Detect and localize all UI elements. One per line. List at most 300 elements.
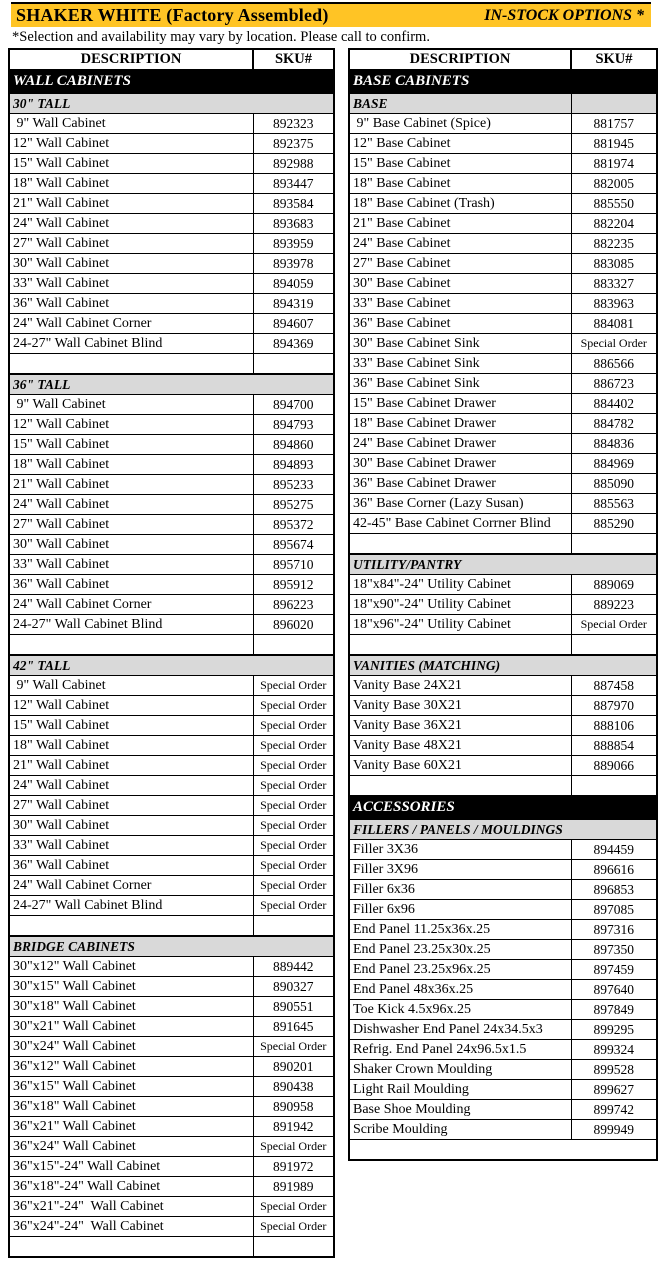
sku-cell: 883327 — [571, 274, 657, 294]
description-cell: 36" Wall Cabinet — [9, 575, 253, 595]
table-row — [9, 274, 334, 294]
table-row — [9, 595, 334, 615]
description-cell: 18" Base Cabinet Drawer — [349, 414, 571, 434]
description-cell: 30" Wall Cabinet — [9, 254, 253, 274]
table-row — [349, 696, 657, 716]
description-cell: 24-27" Wall Cabinet Blind — [9, 896, 253, 916]
description-cell: 24-27" Wall Cabinet Blind — [9, 334, 253, 354]
description-cell — [349, 534, 571, 555]
table-row — [349, 840, 657, 860]
section-header-row — [349, 70, 657, 93]
sku-cell: 896020 — [253, 615, 334, 635]
sku-cell: 893978 — [253, 254, 334, 274]
sku-cell: 884836 — [571, 434, 657, 454]
table-row — [9, 1177, 334, 1197]
description-cell: 18" Base Cabinet (Trash) — [349, 194, 571, 214]
table-row — [349, 575, 657, 595]
table-row — [9, 997, 334, 1017]
sku-cell: Special Order — [253, 736, 334, 756]
sku-cell: 889223 — [571, 595, 657, 615]
description-cell: 21" Wall Cabinet — [9, 194, 253, 214]
section-header-row — [9, 70, 334, 93]
table-row — [349, 234, 657, 254]
sku-cell: 897316 — [571, 920, 657, 940]
empty-row — [9, 635, 334, 656]
description-cell: 30"x12" Wall Cabinet — [9, 957, 253, 977]
table-row — [349, 314, 657, 334]
sku-cell: Special Order — [571, 334, 657, 354]
description-cell: 18"x84"-24" Utility Cabinet — [349, 575, 571, 595]
description-cell: 36" Base Cabinet Sink — [349, 374, 571, 394]
description-cell — [9, 635, 253, 656]
description-cell: 36"x21"-24" Wall Cabinet — [9, 1197, 253, 1217]
section-header-row — [349, 796, 657, 819]
sku-cell: 892988 — [253, 154, 334, 174]
subsection-empty-cell — [571, 93, 657, 114]
description-cell: 12" Wall Cabinet — [9, 134, 253, 154]
sku-cell — [571, 534, 657, 555]
sku-cell: 897849 — [571, 1000, 657, 1020]
description-cell: Base Shoe Moulding — [349, 1100, 571, 1120]
table-row — [9, 776, 334, 796]
description-cell: 12" Wall Cabinet — [9, 696, 253, 716]
sku-cell: 899295 — [571, 1020, 657, 1040]
description-cell — [349, 1140, 657, 1161]
subsection-header-label: 36" TALL — [9, 374, 334, 395]
sku-cell — [571, 635, 657, 656]
description-cell: 36"x24"-24" Wall Cabinet — [9, 1217, 253, 1237]
description-cell: 36"x24" Wall Cabinet — [9, 1137, 253, 1157]
table-row — [349, 1000, 657, 1020]
table-row — [9, 716, 334, 736]
description-cell: 33" Base Cabinet Sink — [349, 354, 571, 374]
description-cell: 36" Base Cabinet Drawer — [349, 474, 571, 494]
description-cell: 21" Wall Cabinet — [9, 756, 253, 776]
sku-cell: 894793 — [253, 415, 334, 435]
table-row — [9, 696, 334, 716]
table-row — [9, 174, 334, 194]
description-cell: 30"x21" Wall Cabinet — [9, 1017, 253, 1037]
sku-cell: Special Order — [253, 696, 334, 716]
sku-cell: 896223 — [253, 595, 334, 615]
table-row — [349, 154, 657, 174]
description-cell: 24" Wall Cabinet Corner — [9, 876, 253, 896]
subsection-header-row — [9, 936, 334, 957]
description-cell: 15" Wall Cabinet — [9, 154, 253, 174]
description-cell: 15" Wall Cabinet — [9, 435, 253, 455]
description-cell: Dishwasher End Panel 24x34.5x3 — [349, 1020, 571, 1040]
description-cell: Light Rail Moulding — [349, 1080, 571, 1100]
sku-cell: Special Order — [253, 856, 334, 876]
table-row — [9, 876, 334, 896]
table-row — [349, 716, 657, 736]
sku-cell: 890438 — [253, 1077, 334, 1097]
description-cell: 36" Base Cabinet — [349, 314, 571, 334]
description-cell: 24" Wall Cabinet Corner — [9, 595, 253, 615]
sku-cell: 896616 — [571, 860, 657, 880]
description-cell: 18" Wall Cabinet — [9, 736, 253, 756]
base-cabinets-table — [348, 48, 658, 1161]
description-cell: Vanity Base 60X21 — [349, 756, 571, 776]
subsection-header-row — [9, 93, 334, 114]
sku-cell: 884782 — [571, 414, 657, 434]
description-cell: 18"x96"-24" Utility Cabinet — [349, 615, 571, 635]
sku-cell: 882204 — [571, 214, 657, 234]
table-row — [9, 214, 334, 234]
table-row — [349, 174, 657, 194]
description-cell: 24" Wall Cabinet — [9, 776, 253, 796]
description-cell: 36"x15"-24" Wall Cabinet — [9, 1157, 253, 1177]
title-bar — [11, 2, 651, 27]
table-row — [9, 254, 334, 274]
table-row — [9, 1157, 334, 1177]
sku-cell: 886723 — [571, 374, 657, 394]
sku-cell: 887970 — [571, 696, 657, 716]
description-cell: 36"x18" Wall Cabinet — [9, 1097, 253, 1117]
description-cell: 30"x18" Wall Cabinet — [9, 997, 253, 1017]
description-cell: Filler 3X36 — [349, 840, 571, 860]
table-row — [9, 134, 334, 154]
sku-cell: 897459 — [571, 960, 657, 980]
sku-cell: 899528 — [571, 1060, 657, 1080]
table-row — [349, 1080, 657, 1100]
description-cell: 36"x18"-24" Wall Cabinet — [9, 1177, 253, 1197]
description-cell: 30" Wall Cabinet — [9, 816, 253, 836]
description-cell: 36" Wall Cabinet — [9, 294, 253, 314]
description-cell: Vanity Base 24X21 — [349, 676, 571, 696]
table-row — [349, 474, 657, 494]
empty-row — [349, 776, 657, 797]
subsection-header-label: 42" TALL — [9, 655, 334, 676]
table-row — [349, 920, 657, 940]
description-cell: 30"x15" Wall Cabinet — [9, 977, 253, 997]
sku-cell — [253, 635, 334, 656]
table-row — [9, 1217, 334, 1237]
table-row — [9, 515, 334, 535]
table-row — [9, 334, 334, 354]
table-row — [349, 514, 657, 534]
sku-cell: 897085 — [571, 900, 657, 920]
sku-cell: 882235 — [571, 234, 657, 254]
description-cell: 24" Wall Cabinet Corner — [9, 314, 253, 334]
table-row — [349, 615, 657, 635]
table-row — [9, 977, 334, 997]
subsection-header-label: BRIDGE CABINETS — [9, 936, 334, 957]
description-cell — [9, 916, 253, 937]
description-cell — [9, 354, 253, 375]
table-row — [9, 154, 334, 174]
sku-cell: Special Order — [253, 1197, 334, 1217]
table-row — [9, 1017, 334, 1037]
table-row — [349, 294, 657, 314]
description-cell: 36"x12" Wall Cabinet — [9, 1057, 253, 1077]
table-row — [9, 294, 334, 314]
description-cell: 9" Wall Cabinet — [9, 676, 253, 696]
sku-cell: 897350 — [571, 940, 657, 960]
table-row — [9, 575, 334, 595]
table-row — [9, 435, 334, 455]
sku-cell: 885550 — [571, 194, 657, 214]
description-cell: End Panel 23.25x30x.25 — [349, 940, 571, 960]
sku-cell — [571, 776, 657, 797]
description-cell: 27" Base Cabinet — [349, 254, 571, 274]
table-row — [349, 1120, 657, 1140]
table-row — [9, 314, 334, 334]
description-cell: 30"x24" Wall Cabinet — [9, 1037, 253, 1057]
description-cell: 21" Wall Cabinet — [9, 475, 253, 495]
sku-cell — [253, 1237, 334, 1258]
table-row — [9, 1137, 334, 1157]
in-stock-options-label: IN-STOCK OPTIONS * — [484, 6, 644, 24]
sku-cell: 894607 — [253, 314, 334, 334]
description-column-header: DESCRIPTION — [9, 49, 253, 70]
sku-cell: Special Order — [253, 1037, 334, 1057]
sku-cell: 890958 — [253, 1097, 334, 1117]
subsection-header-row — [349, 655, 657, 676]
table-row — [9, 555, 334, 575]
description-cell: 27" Wall Cabinet — [9, 796, 253, 816]
table-row — [9, 495, 334, 515]
sku-cell: 890551 — [253, 997, 334, 1017]
table-row — [349, 454, 657, 474]
empty-row — [9, 916, 334, 937]
sku-cell: 890201 — [253, 1057, 334, 1077]
description-cell: 15" Wall Cabinet — [9, 716, 253, 736]
empty-row — [349, 534, 657, 555]
sku-cell: 894319 — [253, 294, 334, 314]
description-cell: 24" Base Cabinet Drawer — [349, 434, 571, 454]
sku-cell: 894059 — [253, 274, 334, 294]
table-row — [9, 1117, 334, 1137]
description-cell: 18" Wall Cabinet — [9, 174, 253, 194]
sku-cell: 886566 — [571, 354, 657, 374]
description-cell: 36"x21" Wall Cabinet — [9, 1117, 253, 1137]
sku-cell: Special Order — [571, 615, 657, 635]
table-row — [349, 434, 657, 454]
wall-cabinets-column — [8, 48, 333, 1258]
column-header-row — [9, 49, 334, 70]
table-row — [9, 395, 334, 415]
table-row — [349, 980, 657, 1000]
sku-cell: 895674 — [253, 535, 334, 555]
table-row — [349, 900, 657, 920]
description-cell: 33" Wall Cabinet — [9, 274, 253, 294]
sku-cell: 899742 — [571, 1100, 657, 1120]
sku-cell: Special Order — [253, 836, 334, 856]
section-header-label: ACCESSORIES — [349, 796, 657, 819]
description-cell: Vanity Base 36X21 — [349, 716, 571, 736]
sku-cell: 894369 — [253, 334, 334, 354]
description-cell: End Panel 48x36x.25 — [349, 980, 571, 1000]
empty-row — [349, 1140, 657, 1161]
sku-column-header: SKU# — [253, 49, 334, 70]
description-cell: 12" Base Cabinet — [349, 134, 571, 154]
sku-cell: 883963 — [571, 294, 657, 314]
description-cell: 15" Base Cabinet — [349, 154, 571, 174]
subsection-header-label: 30" TALL — [9, 93, 334, 114]
table-row — [9, 1097, 334, 1117]
table-row — [9, 1037, 334, 1057]
table-row — [349, 960, 657, 980]
table-row — [9, 796, 334, 816]
sku-cell: 896853 — [571, 880, 657, 900]
table-row — [349, 676, 657, 696]
table-row — [9, 736, 334, 756]
sku-cell: 899949 — [571, 1120, 657, 1140]
description-cell: 36" Base Corner (Lazy Susan) — [349, 494, 571, 514]
sku-cell: 889066 — [571, 756, 657, 776]
subsection-header-label: UTILITY/PANTRY — [349, 554, 657, 575]
description-cell: 18" Wall Cabinet — [9, 455, 253, 475]
column-header-row — [349, 49, 657, 70]
description-column-header: DESCRIPTION — [349, 49, 571, 70]
table-row — [349, 414, 657, 434]
table-row — [349, 736, 657, 756]
description-cell: Vanity Base 48X21 — [349, 736, 571, 756]
table-row — [349, 1100, 657, 1120]
empty-row — [9, 1237, 334, 1258]
description-cell: 24" Wall Cabinet — [9, 495, 253, 515]
sku-column-header: SKU# — [571, 49, 657, 70]
table-row — [9, 676, 334, 696]
sku-cell: 894860 — [253, 435, 334, 455]
table-row — [9, 756, 334, 776]
table-row — [349, 274, 657, 294]
sku-cell: 885290 — [571, 514, 657, 534]
table-row — [9, 1077, 334, 1097]
sku-cell: Special Order — [253, 1217, 334, 1237]
table-row — [9, 455, 334, 475]
description-cell: Shaker Crown Moulding — [349, 1060, 571, 1080]
table-row — [349, 374, 657, 394]
description-cell: Toe Kick 4.5x96x.25 — [349, 1000, 571, 1020]
sku-cell: Special Order — [253, 756, 334, 776]
table-row — [349, 334, 657, 354]
table-row — [9, 836, 334, 856]
sku-cell: Special Order — [253, 676, 334, 696]
table-row — [349, 194, 657, 214]
table-row — [349, 254, 657, 274]
availability-note: *Selection and availability may vary by location. Please call to confirm. — [12, 29, 430, 45]
description-cell: 30" Base Cabinet Drawer — [349, 454, 571, 474]
sku-cell: 887458 — [571, 676, 657, 696]
sku-cell: 884969 — [571, 454, 657, 474]
subsection-header-row — [9, 374, 334, 395]
table-row — [9, 1197, 334, 1217]
table-row — [349, 595, 657, 615]
page-title: SHAKER WHITE (Factory Assembled) — [16, 5, 329, 25]
description-cell: 36"x15" Wall Cabinet — [9, 1077, 253, 1097]
sku-cell: 885090 — [571, 474, 657, 494]
subsection-header-label: BASE — [349, 93, 571, 114]
description-cell: 30" Base Cabinet — [349, 274, 571, 294]
sku-cell: 889442 — [253, 957, 334, 977]
table-row — [9, 415, 334, 435]
sku-cell: Special Order — [253, 716, 334, 736]
sku-cell: 881974 — [571, 154, 657, 174]
sku-cell: 894700 — [253, 395, 334, 415]
sku-cell: 899324 — [571, 1040, 657, 1060]
table-row — [349, 756, 657, 776]
description-cell: 24-27" Wall Cabinet Blind — [9, 615, 253, 635]
description-cell: 30" Base Cabinet Sink — [349, 334, 571, 354]
description-cell — [9, 1237, 253, 1258]
table-row — [9, 234, 334, 254]
description-cell: 33" Wall Cabinet — [9, 555, 253, 575]
table-row — [9, 957, 334, 977]
description-cell: End Panel 11.25x36x.25 — [349, 920, 571, 940]
description-cell: 9" Wall Cabinet — [9, 114, 253, 134]
sku-cell: 893959 — [253, 234, 334, 254]
table-row — [9, 615, 334, 635]
subsection-header-row — [349, 93, 657, 114]
description-cell: 27" Wall Cabinet — [9, 234, 253, 254]
sku-cell: 895912 — [253, 575, 334, 595]
table-row — [9, 475, 334, 495]
description-cell: 27" Wall Cabinet — [9, 515, 253, 535]
table-row — [349, 114, 657, 134]
description-cell: Vanity Base 30X21 — [349, 696, 571, 716]
description-cell: 24" Wall Cabinet — [9, 214, 253, 234]
description-cell: 42-45" Base Cabinet Corrner Blind — [349, 514, 571, 534]
sku-cell: 891989 — [253, 1177, 334, 1197]
description-cell: 15" Base Cabinet Drawer — [349, 394, 571, 414]
sku-cell: 892375 — [253, 134, 334, 154]
table-row — [9, 535, 334, 555]
sku-cell: 891972 — [253, 1157, 334, 1177]
sku-cell: 892323 — [253, 114, 334, 134]
sku-cell: 893447 — [253, 174, 334, 194]
sku-cell: 885563 — [571, 494, 657, 514]
table-row — [349, 1040, 657, 1060]
sku-cell: 891645 — [253, 1017, 334, 1037]
sku-cell: Special Order — [253, 796, 334, 816]
sku-cell: 894893 — [253, 455, 334, 475]
sku-cell: 881945 — [571, 134, 657, 154]
section-header-label: WALL CABINETS — [9, 70, 334, 93]
description-cell: Filler 6x36 — [349, 880, 571, 900]
table-row — [349, 134, 657, 154]
table-row — [349, 940, 657, 960]
description-cell: 33" Base Cabinet — [349, 294, 571, 314]
table-row — [9, 856, 334, 876]
description-cell: Refrig. End Panel 24x96.5x1.5 — [349, 1040, 571, 1060]
sku-cell: 893584 — [253, 194, 334, 214]
base-cabinets-column — [348, 48, 656, 1161]
description-cell: 33" Wall Cabinet — [9, 836, 253, 856]
sku-cell: 894459 — [571, 840, 657, 860]
table-row — [9, 1057, 334, 1077]
sku-cell: 899627 — [571, 1080, 657, 1100]
description-cell: End Panel 23.25x96x.25 — [349, 960, 571, 980]
subsection-header-row — [349, 554, 657, 575]
table-row — [349, 1060, 657, 1080]
subsection-header-label: VANITIES (MATCHING) — [349, 655, 657, 676]
sku-cell: 895275 — [253, 495, 334, 515]
subsection-header-row — [349, 819, 657, 840]
table-row — [349, 880, 657, 900]
sku-cell: 891942 — [253, 1117, 334, 1137]
sku-cell: 890327 — [253, 977, 334, 997]
sku-cell: Special Order — [253, 816, 334, 836]
description-cell — [349, 635, 571, 656]
sku-cell: 895710 — [253, 555, 334, 575]
sku-cell: Special Order — [253, 876, 334, 896]
subsection-header-row — [9, 655, 334, 676]
table-row — [349, 1020, 657, 1040]
sku-cell: 884402 — [571, 394, 657, 414]
description-cell: 9" Base Cabinet (Spice) — [349, 114, 571, 134]
